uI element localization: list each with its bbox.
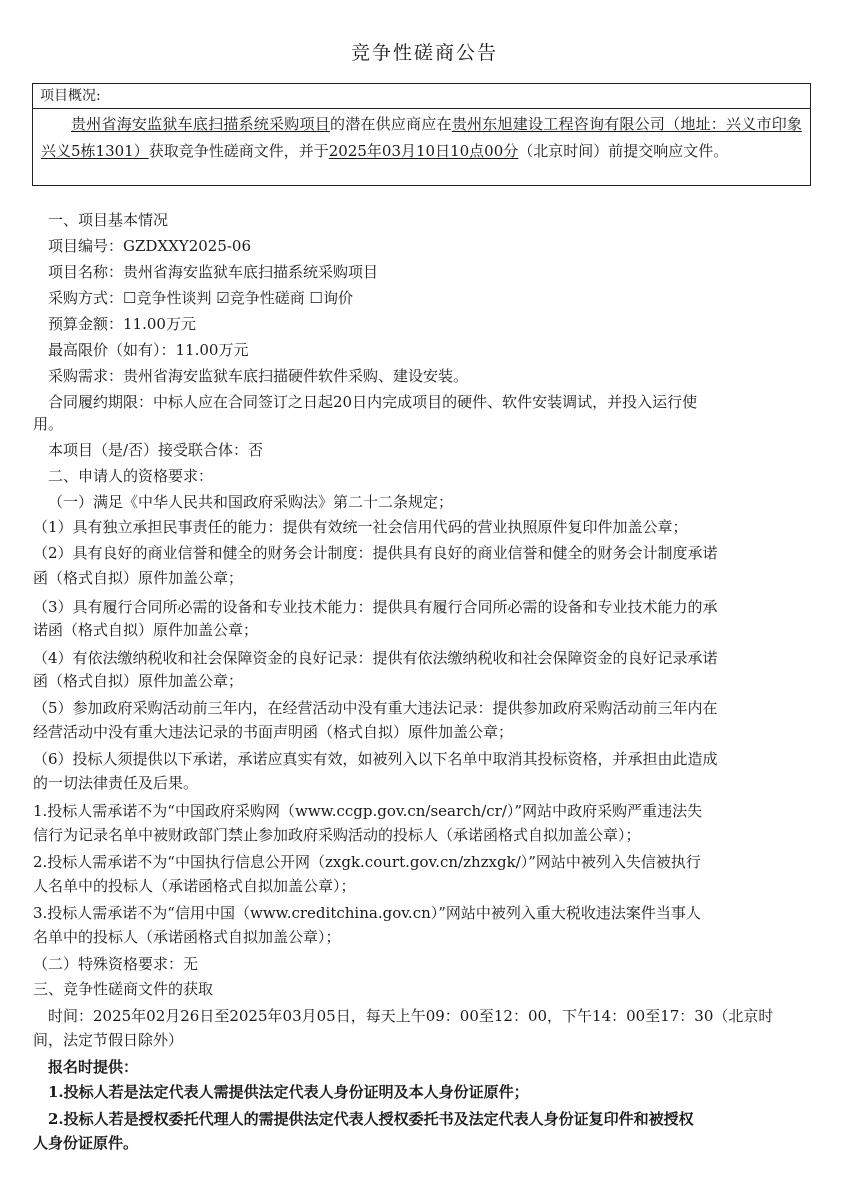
project-name: 项目名称：贵州省海安监狱车底扫描系统采购项目 <box>48 263 379 281</box>
commitment-item: 3.投标人需承诺不为“信用中国（www.creditchina.gov.cn）”网站中被列入重大税收违法案件当事人 <box>33 904 701 922</box>
qualification-item-cont: 函（格式自拟）原件加盖公章； <box>33 569 244 587</box>
overview-deadline: 2025年03月10日10点00分 <box>328 142 519 160</box>
overview-heading: 项目概况: <box>33 84 810 109</box>
registration-heading: 报名时提供： <box>48 1058 139 1076</box>
consortium: 本项目（是/否）接受联合体：否 <box>48 441 264 459</box>
qualification-item-cont: 经营活动中没有重大违法记录的书面声明函（格式自拟）原件加盖公章； <box>33 723 514 741</box>
section-heading-obtain-documents: 三、竞争性磋商文件的获取 <box>33 980 214 998</box>
commitment-item-cont: 信行为记录名单中被财政部门禁止参加政府采购活动的投标人（承诺函格式自拟加盖公章）； <box>33 826 641 844</box>
special-qualification: （二）特殊资格要求：无 <box>33 955 199 973</box>
registration-item: 2.投标人若是授权委托代理人的需提供法定代表人授权委托书及法定代表人身份证复印件和被授权 <box>48 1110 694 1128</box>
overview-project-name: 贵州省海安监狱车底扫描系统采购项目 <box>71 115 330 133</box>
qualification-item-cont: 的一切法律责任及后果。 <box>33 774 199 792</box>
commitment-item: 2.投标人需承诺不为“中国执行信息公开网（zxgk.court.gov.cn/zhzxgk/）”网站中被列入失信被执行 <box>33 853 701 871</box>
section-heading-qualification: 二、申请人的资格要求： <box>48 467 214 485</box>
option-inquiry: 询价 <box>322 289 353 307</box>
qualification-item-cont: 诺函（格式自拟）原件加盖公章； <box>33 621 259 639</box>
checkbox-unchecked-icon: ☐ <box>309 289 323 307</box>
checkbox-unchecked-icon: ☐ <box>123 289 137 307</box>
commitment-item: 1.投标人需承诺不为“中国政府采购网（www.ccgp.gov.cn/search/cr/）”网站中政府采购严重违法失 <box>33 802 703 820</box>
procurement-method <box>48 288 353 308</box>
qualification-item: （3）具有履行合同所必需的设备和专业技术能力：提供具有履行合同所必需的设备和专业技术能力的承 <box>33 598 718 616</box>
section-heading-basic-info: 一、项目基本情况 <box>48 211 169 229</box>
overview-text <box>33 109 810 165</box>
obtain-time-cont: 间，法定节假日除外） <box>33 1031 184 1049</box>
contract-period-cont: 用。 <box>33 415 64 433</box>
project-number: 项目编号：GZDXXY2025-06 <box>48 237 252 255</box>
registration-item: 1.投标人若是法定代表人需提供法定代表人身份证明及本人身份证原件； <box>48 1083 529 1101</box>
overview-text-part: 的潜在供应商应在 <box>329 115 452 133</box>
qualification-item: （6）投标人须提供以下承诺，承诺应真实有效，如被列入以下名单中取消其投标资格，并承担由此造成 <box>33 750 718 768</box>
qualification-general: （一）满足《中华人民共和国政府采购法》第二十二条规定； <box>48 493 454 511</box>
max-price: 最高限价（如有）：11.00万元 <box>48 341 249 359</box>
qualification-item: （1）具有独立承担民事责任的能力：提供有效统一社会信用代码的营业执照原件复印件加盖公章； <box>33 518 688 536</box>
qualification-item: （5）参加政府采购活动前三年内，在经营活动中没有重大违法记录：提供参加政府采购活动前三年内在 <box>33 699 718 717</box>
procurement-requirement: 采购需求：贵州省海安监狱车底扫描硬件软件采购、建设安装。 <box>48 367 469 385</box>
overview-text-part: （北京时间）前提交响应文件。 <box>518 142 729 160</box>
page-title: 竞争性磋商公告 <box>350 42 498 64</box>
checkbox-checked-icon: ☑ <box>216 289 230 307</box>
project-overview-box <box>32 83 811 186</box>
qualification-item: （2）具有良好的商业信誉和健全的财务会计制度：提供具有良好的商业信誉和健全的财务会计制度承诺 <box>33 544 718 562</box>
commitment-item-cont: 名单中的投标人（承诺函格式自拟加盖公章）； <box>33 928 341 946</box>
qualification-item: （4）有依法缴纳税收和社会保障资金的良好记录：提供有依法缴纳税收和社会保障资金的良好记录承诺 <box>33 649 718 667</box>
qualification-item-cont: 函（格式自拟）原件加盖公章； <box>33 672 244 690</box>
budget-amount: 预算金额：11.00万元 <box>48 315 196 333</box>
procurement-method-label: 采购方式： <box>48 289 124 307</box>
option-competitive-negotiation: 竞争性谈判 <box>136 289 212 307</box>
overview-agency: 贵州东旭建设工程咨询有限公司（地址：兴义市印象兴义5栋1301） <box>41 115 802 160</box>
registration-item-cont: 人身份证原件。 <box>33 1134 139 1152</box>
obtain-time: 时间：2025年02月26日至2025年03月05日，每天上午09：00至12：00，下午14：00至17：30（北京时 <box>48 1007 774 1025</box>
overview-text-part: 获取竞争性磋商文件，并于 <box>148 142 329 160</box>
contract-period: 合同履约期限：中标人应在合同签订之日起20日内完成项目的硬件、软件安装调试，并投入运行使 <box>48 393 698 411</box>
commitment-item-cont: 人名单中的投标人（承诺函格式自拟加盖公章）； <box>33 877 356 895</box>
option-competitive-consultation: 竞争性磋商 <box>229 289 305 307</box>
